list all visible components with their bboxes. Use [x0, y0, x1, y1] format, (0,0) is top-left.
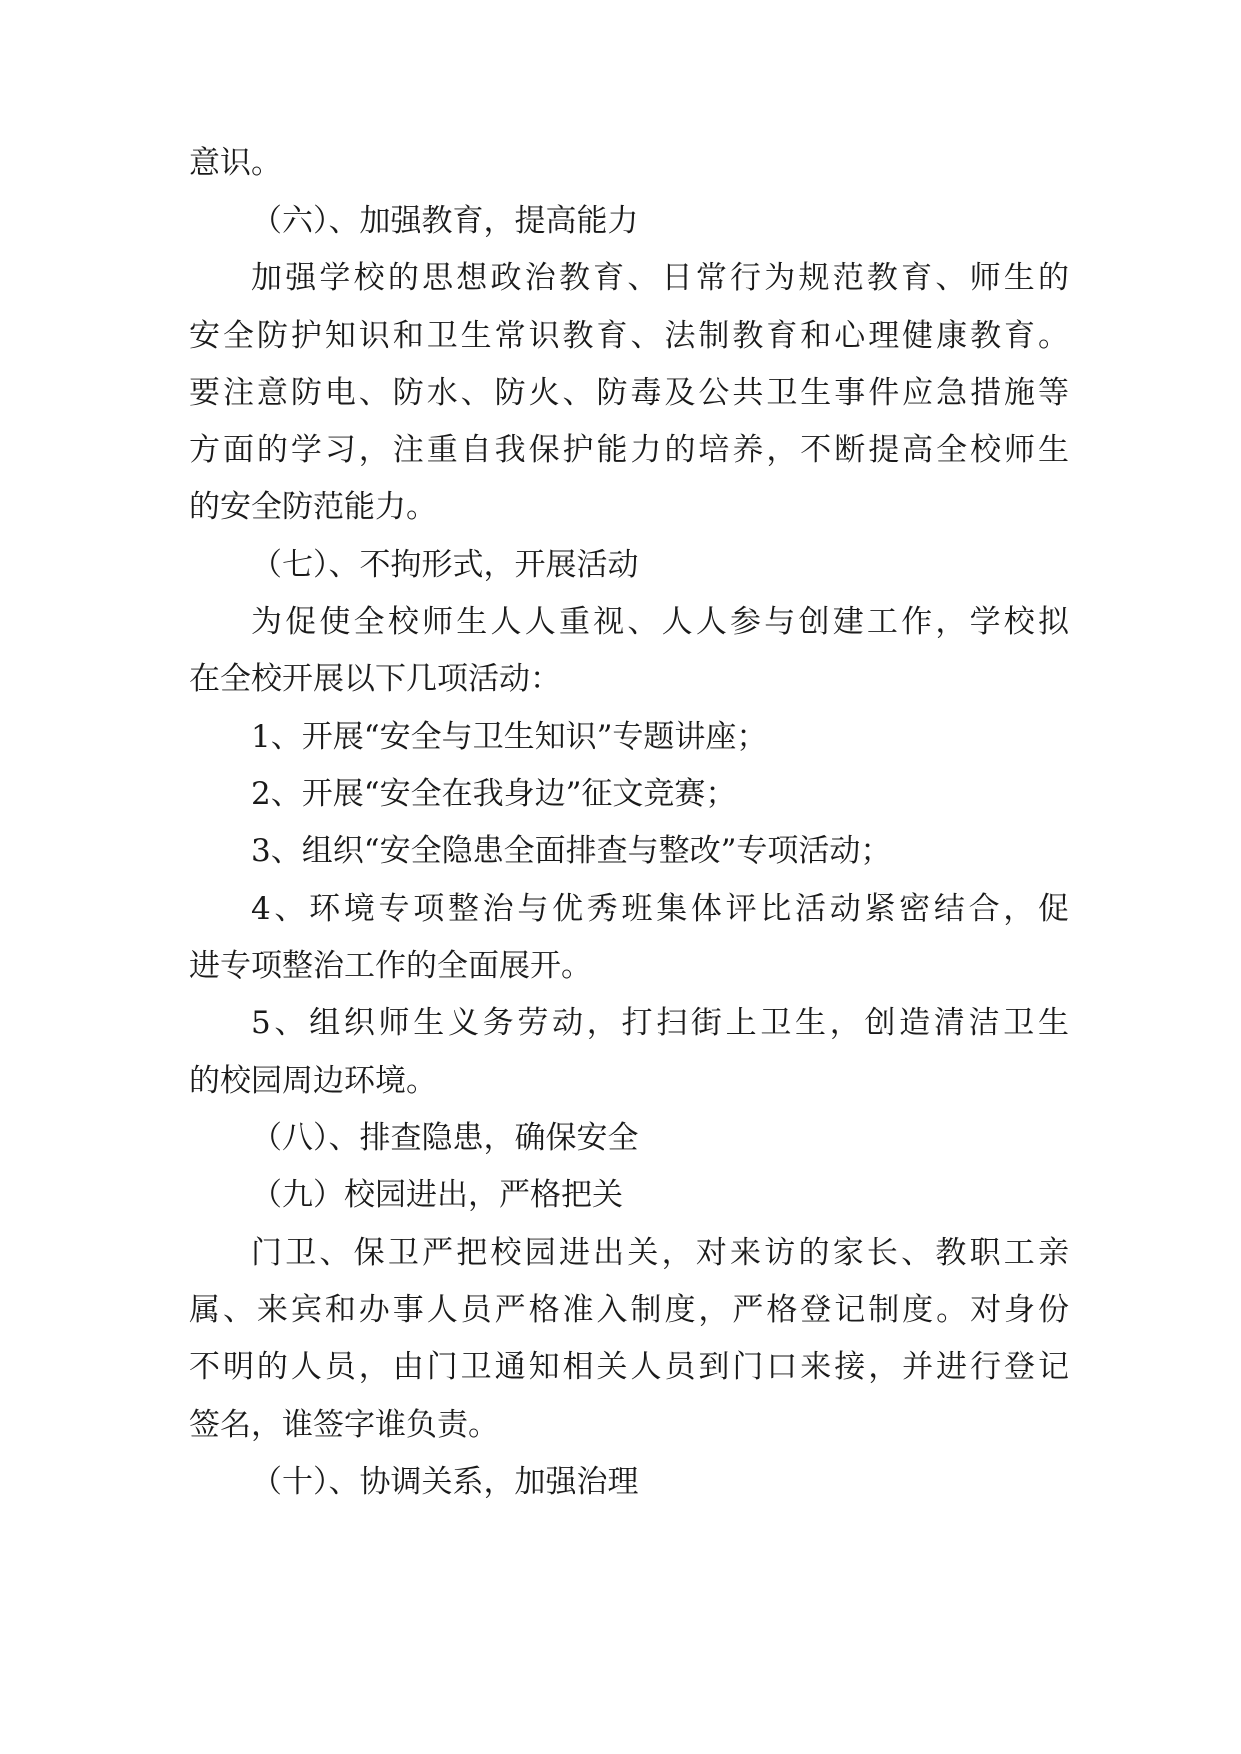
text-line: 进专项整治工作的全面展开。	[189, 948, 592, 984]
text-line: 在全校开展以下几项活动：	[189, 661, 561, 697]
text-line: 安全防护知识和卫生常识教育、法制教育和心理健康教育。	[189, 318, 1069, 354]
list-item: 4、环境专项整治与优秀班集体评比活动紧密结合，促	[251, 891, 1069, 927]
section-heading: （十）、协调关系，加强治理	[251, 1464, 639, 1500]
text-line: 要注意防电、防水、防火、防毒及公共卫生事件应急措施等	[189, 375, 1069, 411]
list-item: 1、开展“安全与卫生知识”专题讲座；	[251, 719, 768, 755]
text-line: 的校园周边环境。	[189, 1063, 437, 1099]
list-item: 3、组织“安全隐患全面排查与整改”专项活动；	[251, 833, 892, 869]
text-line: 的安全防范能力。	[189, 489, 437, 525]
text-line: 签名，谁签字谁负责。	[189, 1407, 499, 1443]
text-line: 不明的人员，由门卫通知相关人员到门口来接，并进行登记	[189, 1349, 1069, 1385]
list-item: 5、组织师生义务劳动，打扫街上卫生，创造清洁卫生	[251, 1005, 1069, 1041]
section-heading: （九）校园进出，严格把关	[251, 1177, 623, 1213]
text-line: 意识。	[189, 145, 282, 181]
list-item: 2、开展“安全在我身边”征文竞赛；	[251, 776, 737, 812]
section-heading: （六）、加强教育，提高能力	[251, 203, 639, 239]
text-line: 为促使全校师生人人重视、人人参与创建工作，学校拟	[251, 604, 1069, 640]
section-heading: （八）、排查隐患，确保安全	[251, 1120, 639, 1156]
text-line: 属、来宾和办事人员严格准入制度，严格登记制度。对身份	[189, 1292, 1069, 1328]
section-heading: （七）、不拘形式，开展活动	[251, 547, 639, 583]
text-line: 加强学校的思想政治教育、日常行为规范教育、师生的	[251, 260, 1069, 296]
text-line: 门卫、保卫严把校园进出关，对来访的家长、教职工亲	[251, 1235, 1069, 1271]
text-line: 方面的学习，注重自我保护能力的培养，不断提高全校师生	[189, 432, 1069, 468]
